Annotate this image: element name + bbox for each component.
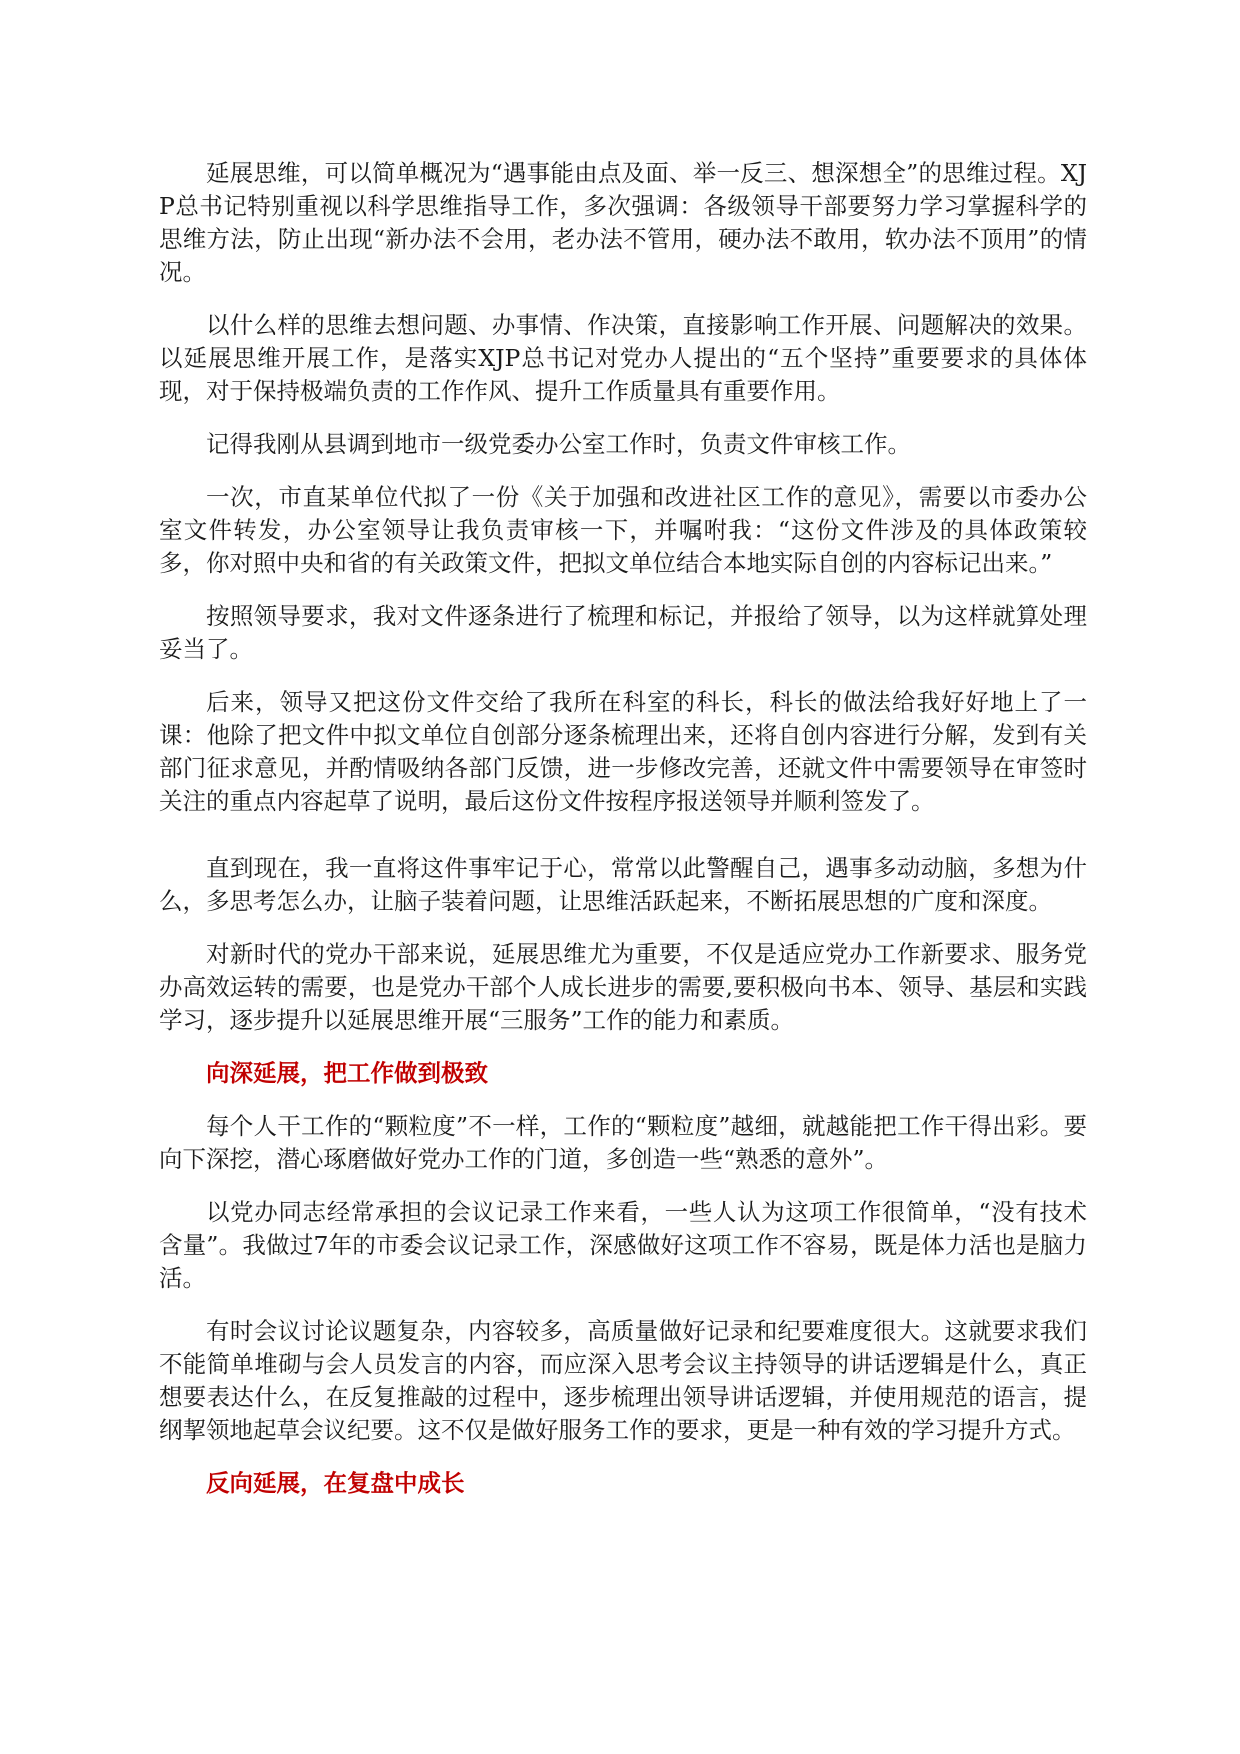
section-heading: 反向延展，在复盘中成长 <box>206 1469 465 1497</box>
paragraph: 直到现在，我一直将这件事牢记于心，常常以此警醒自己，遇事多动动脑，多想为什么，多思考怎么办，让脑子装着问题，让思维活跃起来，不断拓展思想的广度和深度。 <box>159 854 1087 915</box>
paragraph: 延展思维，可以简单概况为“遇事能由点及面、举一反三、想深想全”的思维过程。XJP总书记特别重视以科学思维指导工作，多次强调：各级领导干部要努力学习掌握科学的思维方法，防止出现“新办法不会用，老办法不管用，硬办法不敢用，软办法不顶用”的情况。 <box>159 159 1087 286</box>
paragraph: 以党办同志经常承担的会议记录工作来看，一些人认为这项工作很简单，“没有技术含量”。我做过7年的市委会议记录工作，深感做好这项工作不容易，既是体力活也是脑力活。 <box>159 1198 1087 1292</box>
paragraph: 按照领导要求，我对文件逐条进行了梳理和标记，并报给了领导，以为这样就算处理妥当了。 <box>159 602 1087 663</box>
paragraph: 一次，市直某单位代拟了一份《关于加强和改进社区工作的意见》，需要以市委办公室文件转发，办公室领导让我负责审核一下，并嘱咐我：“这份文件涉及的具体政策较多，你对照中央和省的有关政策文件，把拟文单位结合本地实际自创的内容标记出来。” <box>159 483 1087 577</box>
section-heading: 向深延展，把工作做到极致 <box>206 1059 488 1087</box>
paragraph: 以什么样的思维去想问题、办事情、作决策，直接影响工作开展、问题解决的效果。以延展思维开展工作，是落实XJP总书记对党办人提出的“五个坚持”重要要求的具体体现，对于保持极端负责的工作作风、提升工作质量具有重要作用。 <box>159 311 1087 405</box>
paragraph: 记得我刚从县调到地市一级党委办公室工作时，负责文件审核工作。 <box>206 430 911 458</box>
paragraph: 后来，领导又把这份文件交给了我所在科室的科长，科长的做法给我好好地上了一课：他除了把文件中拟文单位自创部分逐条梳理出来，还将自创内容进行分解，发到有关部门征求意见，并酌情吸纳各部门反馈，进一步修改完善，还就文件中需要领导在审签时关注的重点内容起草了说明，最后这份文件按程序报送领导并顺利签发了。 <box>159 688 1087 815</box>
document-page <box>159 157 1087 1520</box>
paragraph: 有时会议讨论议题复杂，内容较多，高质量做好记录和纪要难度很大。这就要求我们不能简单堆砌与会人员发言的内容，而应深入思考会议主持领导的讲话逻辑是什么，真正想要表达什么，在反复推敲的过程中，逐步梳理出领导讲话逻辑，并使用规范的语言，提纲挈领地起草会议纪要。这不仅是做好服务工作的要求，更是一种有效的学习提升方式。 <box>159 1317 1087 1444</box>
paragraph: 对新时代的党办干部来说，延展思维尤为重要，不仅是适应党办工作新要求、服务党办高效运转的需要，也是党办干部个人成长进步的需要,要积极向书本、领导、基层和实践学习，逐步提升以延展思维开展“三服务”工作的能力和素质。 <box>159 940 1087 1034</box>
paragraph: 每个人干工作的“颗粒度”不一样，工作的“颗粒度”越细，就越能把工作干得出彩。要向下深挖，潜心琢磨做好党办工作的门道，多创造一些“熟悉的意外”。 <box>159 1112 1087 1173</box>
